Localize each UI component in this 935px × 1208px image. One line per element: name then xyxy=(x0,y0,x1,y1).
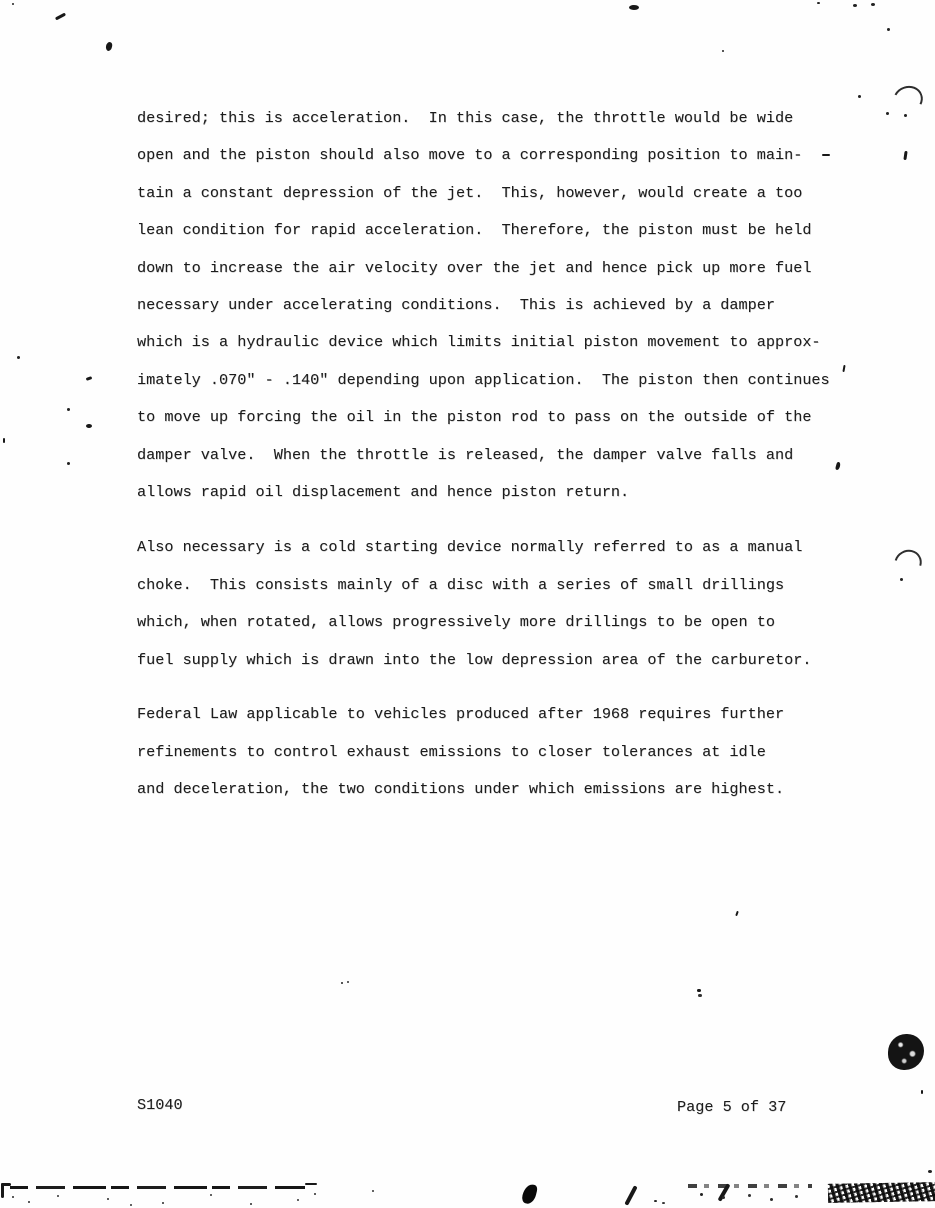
scan-speck xyxy=(3,438,5,443)
text-line: which is a hydraulic device which limits initial piston movement to approx- xyxy=(137,333,821,352)
scan-speck xyxy=(67,408,70,411)
text-line: allows rapid oil displacement and hence piston return. xyxy=(137,483,630,502)
scan-speck xyxy=(12,3,14,5)
text-line: necessary under accelerating conditions. This is achieved by a damper xyxy=(137,296,775,315)
text-line: open and the piston should also move to a corresponding position to main- xyxy=(137,146,803,165)
ink-blob xyxy=(888,1034,924,1070)
scan-speck xyxy=(629,5,639,10)
scan-speck xyxy=(871,3,875,6)
scan-edge-line xyxy=(10,1186,305,1189)
scan-speck-cluster xyxy=(12,1196,14,1198)
text-line: damper valve. When the throttle is released, the damper valve falls and xyxy=(137,445,794,464)
circle-stamp-mark xyxy=(889,82,926,118)
scan-speck xyxy=(17,356,20,359)
scan-speck xyxy=(853,4,857,7)
text-line: imately .070" - .140" depending upon application. The piston then continues xyxy=(137,370,830,389)
scan-speck xyxy=(858,95,861,98)
scan-speck xyxy=(305,1183,317,1185)
scan-speck xyxy=(928,1170,932,1173)
scan-speck xyxy=(341,982,343,984)
scan-speck xyxy=(86,424,92,428)
text-line: refinements to control exhaust emissions to closer tolerances at idle xyxy=(137,742,766,761)
text-line: and deceleration, the two conditions under which emissions are highest. xyxy=(137,779,785,798)
scan-speck xyxy=(900,578,903,581)
scan-edge-noise xyxy=(688,1184,812,1188)
text-line: choke. This consists mainly of a disc with a series of small drillings xyxy=(137,575,785,594)
scan-speck xyxy=(654,1200,657,1202)
scan-speck xyxy=(55,13,66,21)
scan-speck xyxy=(904,114,907,117)
scan-speck xyxy=(886,112,889,115)
doc-code: S1040 xyxy=(137,1096,183,1114)
scan-speck xyxy=(817,2,820,4)
scan-speck xyxy=(921,1090,923,1094)
text-line: desired; this is acceleration. In this case, the throttle would be wide xyxy=(137,109,794,127)
scan-speck xyxy=(86,376,93,381)
text-line: to move up forcing the oil in the piston rod to pass on the outside of the xyxy=(137,408,812,427)
scan-speck xyxy=(67,462,70,465)
scan-speck xyxy=(722,50,724,52)
paragraph-choke xyxy=(137,529,877,679)
scan-speck xyxy=(903,151,907,160)
bold-comma-mark xyxy=(521,1183,538,1206)
paragraph-federal-law xyxy=(137,696,877,808)
scan-speck xyxy=(887,28,890,31)
text-line: fuel supply which is drawn into the low depression area of the carburetor. xyxy=(137,650,812,669)
text-line: which, when rotated, allows progressively more drillings to be open to xyxy=(137,613,775,632)
scan-speck xyxy=(700,1193,703,1196)
text-line: tain a constant depression of the jet. This, however, would create a too xyxy=(137,183,803,202)
scan-speck xyxy=(822,154,830,156)
scan-speck xyxy=(697,989,701,992)
text-line: Also necessary is a cold starting device normally referred to as a manual xyxy=(137,538,803,557)
paragraph-acceleration xyxy=(137,100,877,511)
scan-noise-band xyxy=(828,1182,935,1203)
page-number: Page 5 of 37 xyxy=(677,1098,787,1116)
circle-stamp-mark xyxy=(889,545,926,582)
backslash-mark xyxy=(624,1185,637,1205)
text-line: down to increase the air velocity over the jet and hence pick up more fuel xyxy=(137,258,812,277)
scan-speck xyxy=(105,41,113,51)
body-text xyxy=(137,100,877,808)
text-line: lean condition for rapid acceleration. Therefore, the piston must be held xyxy=(137,221,812,240)
text-line: Federal Law applicable to vehicles produced after 1968 requires further xyxy=(137,705,785,724)
scan-speck xyxy=(735,911,739,916)
